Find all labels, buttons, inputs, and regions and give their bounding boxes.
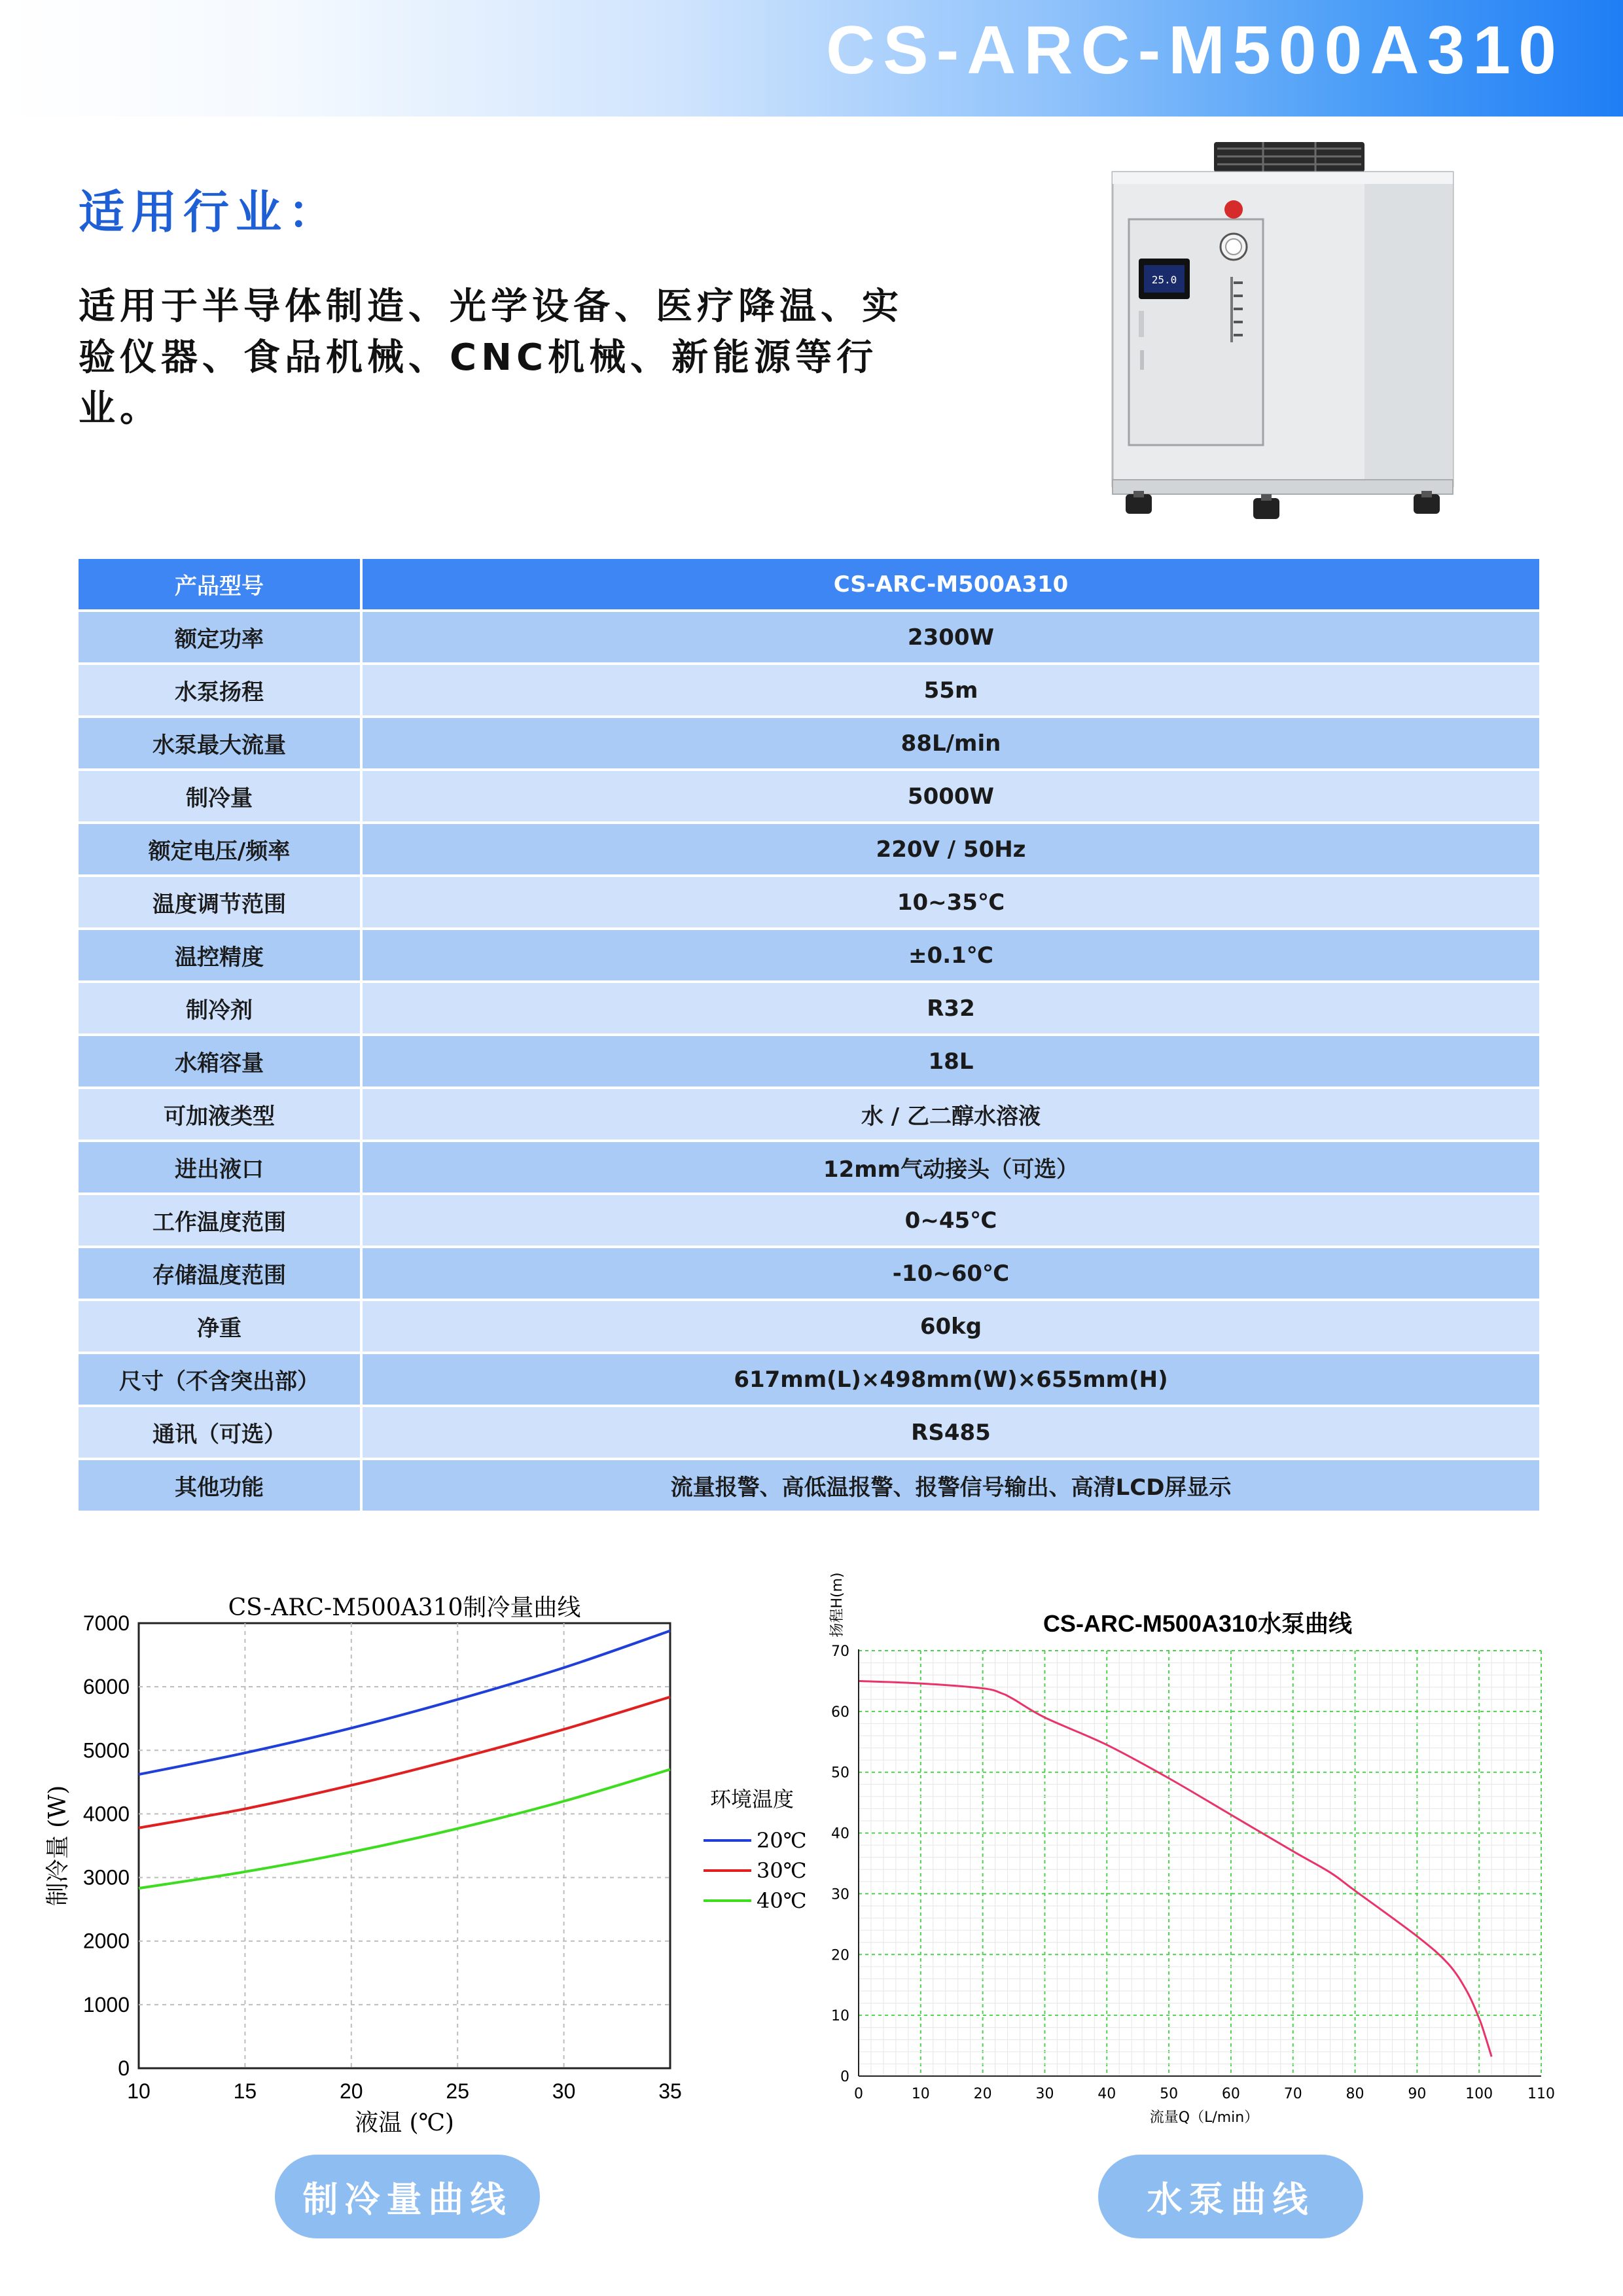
spec-key: 进出液口: [79, 1142, 363, 1193]
pump-chart-title: CS-ARC-M500A310水泵曲线: [1043, 1610, 1353, 1637]
x-tick-label: 15: [233, 2079, 257, 2103]
legend-title: 环境温度: [710, 1787, 794, 1812]
spec-key: 水泵最大流量: [79, 718, 363, 768]
panel-display-value: 25.0: [1151, 274, 1177, 286]
cooling-chart-xlabel: 液温 (℃): [355, 2109, 454, 2136]
y-tick-label: 1000: [82, 1992, 130, 2017]
spec-key: 额定电压/频率: [79, 824, 363, 874]
x-tick-label: 100: [1465, 2086, 1493, 2102]
y-tick-label: 20: [831, 1947, 849, 1964]
model-title: CS-ARC-M500A310: [826, 12, 1564, 88]
y-tick-label: 0: [840, 2069, 849, 2085]
x-tick-label: 110: [1527, 2086, 1555, 2102]
spec-value: 60kg: [363, 1301, 1539, 1352]
y-tick-label: 6000: [82, 1675, 130, 1699]
spec-table: [79, 556, 1539, 1513]
spec-row: [79, 718, 1539, 768]
x-tick-label: 10: [911, 2086, 930, 2102]
cooling-chart-title: CS-ARC-M500A310制冷量曲线: [228, 1594, 581, 1621]
x-tick-label: 20: [973, 2086, 992, 2102]
spec-row: [79, 1195, 1539, 1246]
spec-row: [79, 1460, 1539, 1511]
spec-value: 55m: [363, 665, 1539, 715]
spec-key: 尺寸（不含突出部）: [79, 1354, 363, 1405]
y-tick-label: 50: [831, 1765, 849, 1782]
spec-key: 通讯（可选）: [79, 1407, 363, 1458]
x-tick-label: 35: [658, 2079, 682, 2103]
x-tick-label: 60: [1221, 2086, 1240, 2102]
spec-key: 温控精度: [79, 930, 363, 980]
y-tick-label: 10: [831, 2008, 849, 2025]
spec-key: 额定功率: [79, 612, 363, 662]
spec-key: 净重: [79, 1301, 363, 1352]
x-tick-label: 25: [446, 2079, 469, 2103]
spec-row: [79, 1089, 1539, 1139]
cooling-capacity-chart: [39, 1584, 825, 2147]
spec-row: [79, 983, 1539, 1033]
pump-chart-xlabel: 流量Q（L/min）: [1149, 2109, 1259, 2126]
x-tick-label: 10: [127, 2079, 151, 2103]
x-tick-label: 0: [854, 2086, 863, 2102]
spec-key: 可加液类型: [79, 1089, 363, 1139]
spec-row: [79, 877, 1539, 927]
spec-key: 工作温度范围: [79, 1195, 363, 1246]
spec-row: [79, 1248, 1539, 1299]
spec-row: [79, 824, 1539, 874]
y-tick-label: 2000: [82, 1929, 130, 1953]
y-tick-label: 70: [831, 1643, 849, 1660]
x-tick-label: 50: [1160, 2086, 1179, 2102]
pump-chart-ylabel: 扬程H(m): [829, 1572, 846, 1638]
spec-value: 220V / 50Hz: [363, 824, 1539, 874]
spec-key: 水箱容量: [79, 1036, 363, 1086]
x-tick-label: 30: [1035, 2086, 1054, 2102]
legend-entry: 40℃: [757, 1888, 807, 1913]
x-tick-label: 80: [1346, 2086, 1364, 2102]
legend-entry: 30℃: [757, 1858, 807, 1883]
pump-curve-chart: [812, 1558, 1571, 2147]
spec-row: [79, 1036, 1539, 1086]
spec-row: [79, 1301, 1539, 1352]
y-tick-label: 5000: [82, 1738, 130, 1763]
spec-key: 制冷剂: [79, 983, 363, 1033]
industry-description: 适用于半导体制造、光学设备、医疗降温、实验仪器、食品机械、CNC机械、新能源等行业。: [79, 285, 903, 430]
spec-value: 2300W: [363, 612, 1539, 662]
x-tick-label: 70: [1283, 2086, 1302, 2102]
spec-key: 存储温度范围: [79, 1248, 363, 1299]
spec-row: [79, 612, 1539, 662]
spec-value: 0~45℃: [363, 1195, 1539, 1246]
spec-value: CS-ARC-M500A310: [363, 559, 1539, 609]
spec-row: [79, 1407, 1539, 1458]
legend-entry: 20℃: [757, 1828, 807, 1853]
spec-value: 617mm(L)×498mm(W)×655mm(H): [363, 1354, 1539, 1405]
spec-value: 12mm气动接头（可选）: [363, 1142, 1539, 1193]
spec-key: 水泵扬程: [79, 665, 363, 715]
x-tick-label: 90: [1408, 2086, 1427, 2102]
spec-value: 流量报警、高低温报警、报警信号输出、高清LCD屏显示: [363, 1460, 1539, 1511]
spec-key: 其他功能: [79, 1460, 363, 1511]
y-tick-label: 30: [831, 1886, 849, 1903]
spec-row: [79, 1142, 1539, 1193]
spec-value: 10~35℃: [363, 877, 1539, 927]
y-tick-label: 3000: [82, 1865, 130, 1890]
spec-table-header-row: [79, 559, 1539, 609]
product-image: [1099, 134, 1466, 527]
spec-key: 制冷量: [79, 771, 363, 821]
spec-row: [79, 930, 1539, 980]
y-tick-label: 7000: [82, 1611, 130, 1635]
spec-key: 温度调节范围: [79, 877, 363, 927]
spec-value: 18L: [363, 1036, 1539, 1086]
spec-row: [79, 771, 1539, 821]
cooling-chart-ylabel: 制冷量 (W): [45, 1785, 71, 1907]
spec-value: 5000W: [363, 771, 1539, 821]
industry-heading: 适用行业：: [79, 185, 340, 239]
spec-row: [79, 1354, 1539, 1405]
y-tick-label: 0: [118, 2056, 130, 2080]
y-tick-label: 60: [831, 1704, 849, 1721]
x-tick-label: 40: [1097, 2086, 1116, 2102]
spec-value: 水 / 乙二醇水溶液: [363, 1089, 1539, 1139]
spec-value: R32: [363, 983, 1539, 1033]
y-tick-label: 4000: [82, 1802, 130, 1826]
x-tick-label: 30: [552, 2079, 576, 2103]
pump-curve-button[interactable]: 水泵曲线: [1098, 2155, 1363, 2238]
y-tick-label: 40: [831, 1825, 849, 1842]
x-tick-label: 20: [340, 2079, 363, 2103]
spec-key: 产品型号: [79, 559, 363, 609]
spec-value: RS485: [363, 1407, 1539, 1458]
spec-value: 88L/min: [363, 718, 1539, 768]
spec-row: [79, 665, 1539, 715]
spec-value: -10~60℃: [363, 1248, 1539, 1299]
spec-value: ±0.1℃: [363, 930, 1539, 980]
cooling-curve-button[interactable]: 制冷量曲线: [275, 2155, 540, 2238]
